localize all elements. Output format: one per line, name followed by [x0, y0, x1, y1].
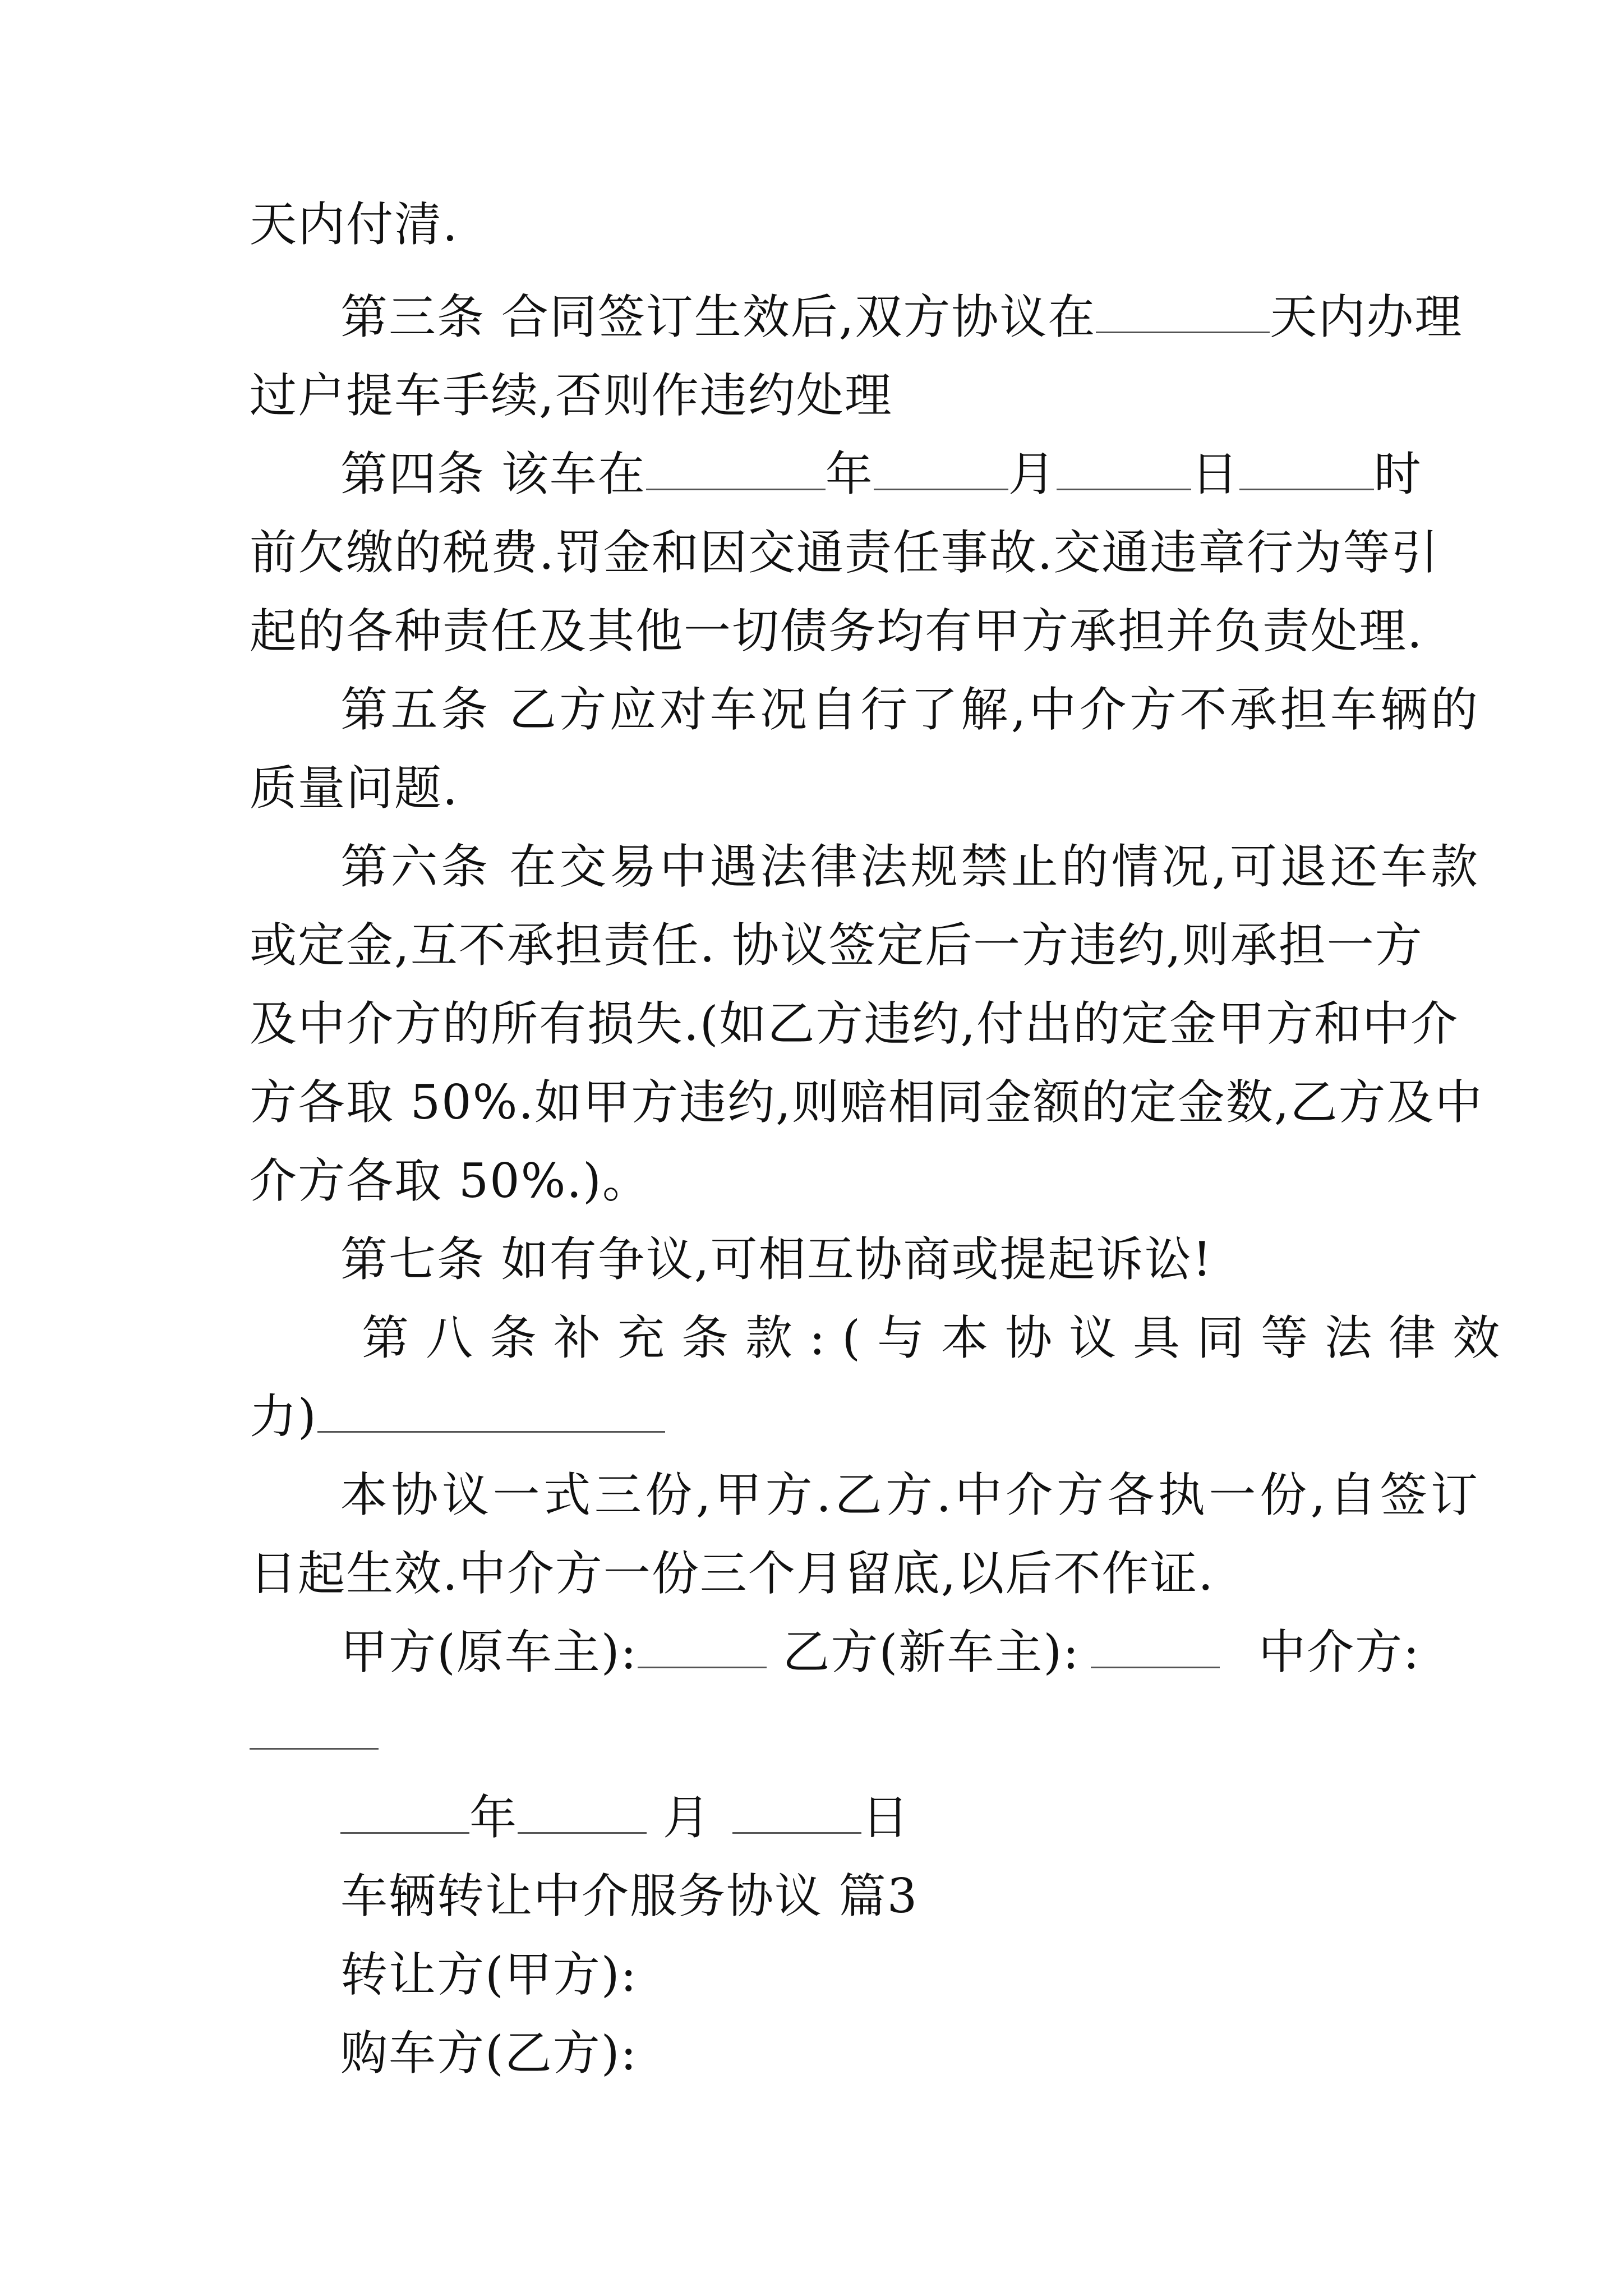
date-year-blank[interactable] — [340, 1789, 469, 1834]
date-month-blank[interactable] — [518, 1789, 647, 1834]
agent-signature-blank[interactable] — [250, 1705, 379, 1750]
text-segment: 第五条 乙方应对车况自行了解,中介方不承担车辆的 — [340, 682, 1479, 737]
text-segment: 第八条补充条款:(与本协议具同等法律效 — [362, 1310, 1517, 1365]
text-line — [250, 906, 1423, 984]
text-segment: 质量问题. — [250, 761, 459, 816]
text-segment: 购车方(乙方): — [340, 2026, 638, 2081]
text-segment: 年 — [825, 447, 874, 501]
text-segment: 车辆转让中介服务协议 篇3 — [340, 1869, 919, 1924]
fill-in-blank-year[interactable] — [646, 446, 826, 490]
text-segment: 天内付清. — [250, 197, 459, 252]
text-line — [250, 1063, 1483, 1142]
text-segment: 本协议一式三份,甲方.乙方.中介方各执一份,自签订 — [340, 1467, 1479, 1522]
text-segment: 第六条 在交易中遇法律法规禁止的情况,可退还车款 — [340, 839, 1479, 894]
text-segment: 前欠缴的税费.罚金和因交通责任事故.交通违章行为等引 — [250, 525, 1440, 580]
text-line — [250, 1456, 1479, 1534]
date-line — [250, 1778, 1479, 1857]
party-b-label: 乙方(新车主): — [766, 1625, 1080, 1680]
transferor-line — [250, 1935, 1479, 2014]
party-a-signature-blank[interactable] — [638, 1624, 767, 1668]
signature-line — [250, 1613, 1479, 1691]
text-segment: 介方各取 50%.)。 — [250, 1153, 651, 1208]
date-day-blank[interactable] — [732, 1789, 861, 1834]
article-6-line — [250, 827, 1479, 906]
text-segment: 第三条 合同签订生效后,双方协议在 — [340, 289, 1096, 344]
article-8-line — [250, 1299, 1517, 1377]
text-line — [250, 984, 1459, 1063]
agent-label: 中介方: — [1242, 1625, 1421, 1680]
text-segment: 转让方(甲方): — [340, 1947, 638, 2002]
article-7-line — [250, 1220, 1479, 1299]
article-5-line — [250, 670, 1479, 749]
section-heading — [250, 1857, 1479, 1935]
text-segment: 过户提车手续,否则作违约处理 — [250, 368, 893, 423]
text-segment: 时 — [1373, 447, 1422, 501]
article-4-line — [250, 435, 1479, 513]
text-segment: 力) — [250, 1389, 317, 1444]
text-segment: 年 — [469, 1790, 518, 1845]
supplementary-terms-blank[interactable] — [317, 1388, 665, 1433]
text-line — [250, 1534, 1388, 1613]
party-a-label: 甲方(原车主): — [340, 1625, 638, 1680]
text-segment: 方各取 50%.如甲方违约,则赔相同金额的定金数,乙方及中 — [250, 1075, 1483, 1130]
fill-in-blank-day[interactable] — [1057, 446, 1191, 490]
text-line — [250, 356, 1388, 435]
text-line — [250, 185, 1388, 264]
text-line — [250, 513, 1440, 592]
text-segment: 日 — [1191, 447, 1239, 501]
fill-in-blank-month[interactable] — [874, 446, 1008, 490]
blank-line — [250, 1694, 1388, 1773]
text-line — [250, 1142, 1388, 1220]
text-segment: 月 — [647, 1790, 727, 1845]
text-segment: 第四条 该车在 — [340, 447, 646, 501]
text-segment: 起的各种责任及其他一切债务均有甲方承担并负责处理. — [250, 604, 1423, 659]
text-segment: 及中介方的所有损失.(如乙方违约,付出的定金甲方和中介 — [250, 996, 1459, 1051]
text-segment: 天内办理 — [1270, 289, 1463, 344]
fill-in-blank[interactable] — [1096, 289, 1270, 333]
article-3-line — [250, 278, 1479, 356]
party-b-signature-blank[interactable] — [1091, 1624, 1220, 1668]
text-line — [250, 749, 1388, 827]
text-segment: 第七条 如有争议,可相互协商或提起诉讼! — [340, 1232, 1213, 1287]
text-segment: 日 — [861, 1790, 910, 1845]
text-line — [250, 592, 1423, 670]
text-segment: 或定金,互不承担责任. 协议签定后一方违约,则承担一方 — [250, 918, 1423, 973]
text-segment: 月 — [1008, 447, 1057, 501]
buyer-line — [250, 2014, 1479, 2092]
text-segment: 日起生效.中介方一份三个月留底,以后不作证. — [250, 1546, 1215, 1601]
fill-in-blank-hour[interactable] — [1239, 446, 1374, 490]
text-line — [250, 1377, 1388, 1456]
